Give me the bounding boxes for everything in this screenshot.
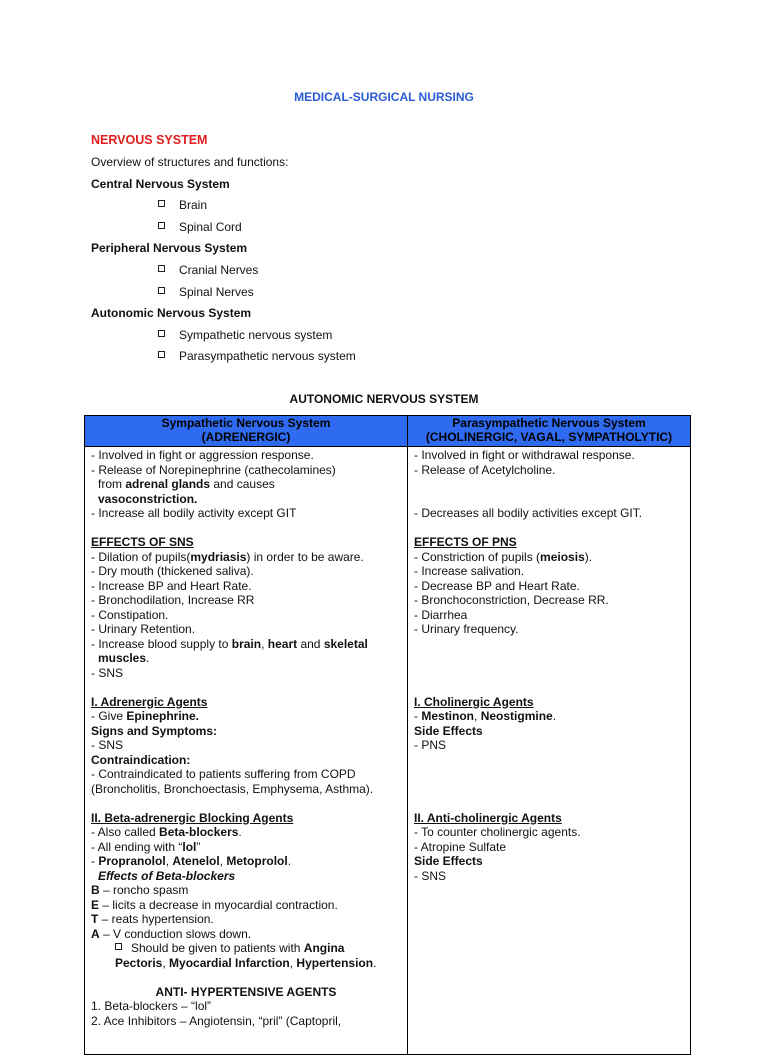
cns-heading: Central Nervous System <box>91 176 230 191</box>
parasympathetic-column: - Involved in fight or withdrawal response. - Release of Acetylcholine. - Decreases all bodily activities except GIT. EFFECTS OF PNS - Constriction of pupils (meiosis). - Increase salivation. - Decrease BP and Heart Rate. - Bronchoconstriction, Decrease RR. - Diarrhea - Urinary frequency. I. Cholinergic Agents - Mestinon, Neostigmine. Side Effects - PNS II. Anti-cholinergic Agents - To counter cholinergic agents. - Atropine Sulfate Side Effects - SNS <box>414 448 643 883</box>
square-bullet-icon <box>158 200 165 207</box>
table-title: AUTONOMIC NERVOUS SYSTEM <box>289 392 479 406</box>
section-title: NERVOUS SYSTEM <box>91 133 208 147</box>
page-title: MEDICAL-SURGICAL NURSING <box>294 90 474 104</box>
header-sympathetic: Sympathetic Nervous System (ADRENERGIC) <box>85 416 408 446</box>
square-bullet-icon <box>158 222 165 229</box>
list-item: Cranial Nerves <box>91 263 691 285</box>
header-parasympathetic: Parasympathetic Nervous System (CHOLINERGIC, VAGAL, SYMPATHOLYTIC) <box>408 416 690 446</box>
square-bullet-icon <box>158 330 165 337</box>
list-item: Spinal Cord <box>91 220 691 242</box>
list-item: Parasympathetic nervous system <box>91 349 691 371</box>
overview <box>91 155 691 371</box>
table-header <box>85 416 690 447</box>
list-item: Brain <box>91 198 691 220</box>
square-bullet-icon <box>158 287 165 294</box>
pns-heading: Peripheral Nervous System <box>91 241 248 256</box>
list-item: Sympathetic nervous system <box>91 328 691 350</box>
list-item: Spinal Nerves <box>91 285 691 307</box>
square-bullet-icon <box>158 351 165 358</box>
ans-comparison-table <box>84 415 691 1055</box>
square-bullet-icon <box>115 943 122 950</box>
overview-intro: Overview of structures and functions: <box>91 155 289 169</box>
square-bullet-icon <box>158 265 165 272</box>
ans-heading: Autonomic Nervous System <box>91 306 252 321</box>
sympathetic-column: - Involved in fight or aggression response. - Release of Norepinephrine (cathecolamines) from adrenal glands and causes vasoconstriction. - Increase all bodily activity except GIT EFFECTS OF SNS - Dilation of pupils(mydriasis) in order to be aware. - Dry mouth (thickened saliva). - Increase BP and Heart Rate. - Bronchodilation, Increase RR - Constipation. - Urinary Retention. - Increase blood supply to brain, heart and skeletal muscles. - SNS I. Adrenergic Agents - Give Epinephrine. Signs and Symptoms: - SNS Contraindication: - Contraindicated to patients suffering from COPD (Broncholitis, Bronchoectasis, Emphysema, Asthma). II. Beta-adrenergic Blocking Agents - Also called Beta-blockers. - All ending with “lol” - Propranolol, Atenelol, Metoprolol. Effects of Beta-blockers B – roncho spasm E – licits a decrease in myocardial contraction. T – reats hypertension. A – V conduction slows down. Should be given to patients with Angina Pectoris, Myocardial Infarction, Hypertension. ANTI- HYPERTENSIVE AGENTS 1. Beta-blockers – “lol” 2. Ace Inhibitors – Angiotensin, “pril” (Captopril, <box>85 447 408 1054</box>
